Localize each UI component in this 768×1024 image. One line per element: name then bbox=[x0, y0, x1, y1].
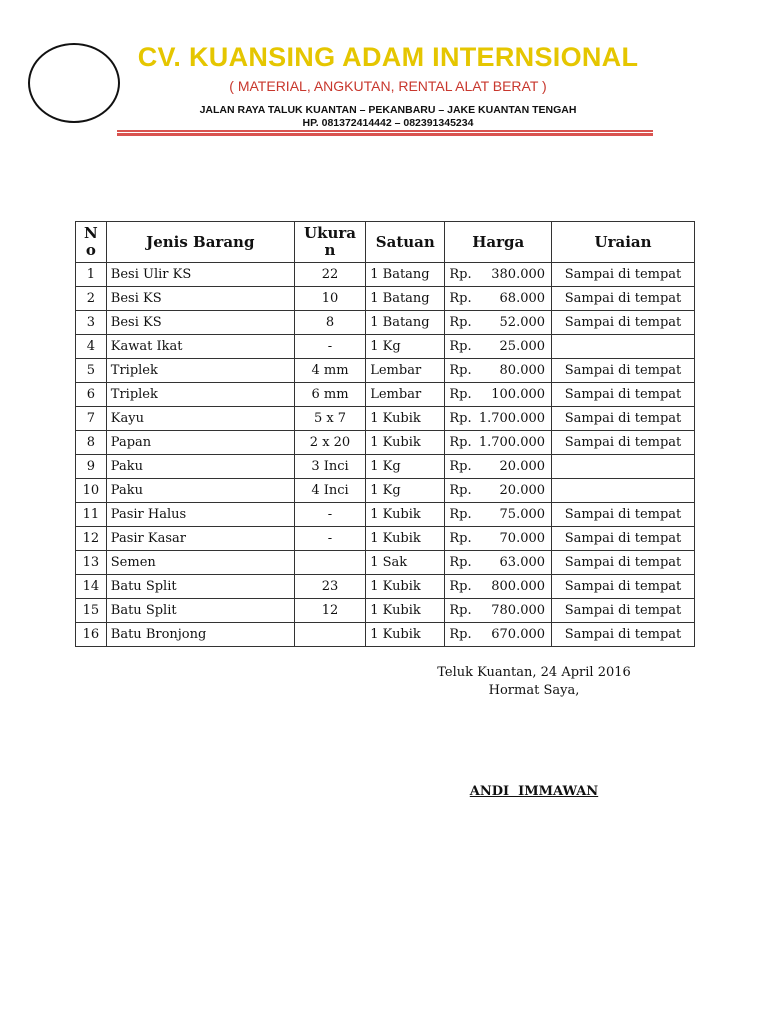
cell-description bbox=[552, 479, 695, 503]
cell-description bbox=[552, 455, 695, 479]
cell-item-name: Besi Ulir KS bbox=[106, 263, 294, 287]
price-amount: 63.000 bbox=[499, 554, 546, 570]
table-row bbox=[76, 599, 695, 623]
cell-price bbox=[445, 407, 552, 431]
table-row bbox=[76, 407, 695, 431]
currency-label: Rp. bbox=[449, 458, 472, 474]
table-row bbox=[76, 311, 695, 335]
cell-no: 13 bbox=[76, 551, 107, 575]
price-amount: 670.000 bbox=[491, 626, 546, 642]
cell-no: 4 bbox=[76, 335, 107, 359]
cell-price bbox=[445, 263, 552, 287]
cell-item-name: Paku bbox=[106, 455, 294, 479]
cell-description: Sampai di tempat bbox=[552, 551, 695, 575]
table-header-row bbox=[76, 222, 695, 263]
header-divider-thin bbox=[117, 130, 653, 132]
cell-no: 10 bbox=[76, 479, 107, 503]
table-row bbox=[76, 455, 695, 479]
table-row bbox=[76, 263, 695, 287]
cell-description: Sampai di tempat bbox=[552, 575, 695, 599]
cell-unit: 1 Batang bbox=[366, 263, 445, 287]
cell-size: 8 bbox=[294, 311, 365, 335]
cell-item-name: Paku bbox=[106, 479, 294, 503]
currency-label: Rp. bbox=[449, 506, 472, 522]
cell-item-name: Besi KS bbox=[106, 287, 294, 311]
table-row bbox=[76, 359, 695, 383]
cell-no: 3 bbox=[76, 311, 107, 335]
price-amount: 780.000 bbox=[491, 602, 546, 618]
cell-description: Sampai di tempat bbox=[552, 527, 695, 551]
price-amount: 75.000 bbox=[499, 506, 546, 522]
cell-description: Sampai di tempat bbox=[552, 407, 695, 431]
cell-item-name: Triplek bbox=[106, 383, 294, 407]
table-row bbox=[76, 479, 695, 503]
header-size: Ukura n bbox=[294, 222, 365, 263]
logo-placeholder bbox=[28, 43, 120, 123]
currency-label: Rp. bbox=[449, 554, 472, 570]
cell-description: Sampai di tempat bbox=[552, 311, 695, 335]
cell-size: 22 bbox=[294, 263, 365, 287]
cell-price bbox=[445, 479, 552, 503]
price-amount: 800.000 bbox=[491, 578, 546, 594]
cell-size: 23 bbox=[294, 575, 365, 599]
cell-size: - bbox=[294, 503, 365, 527]
cell-item-name: Batu Split bbox=[106, 575, 294, 599]
cell-description bbox=[552, 335, 695, 359]
cell-price bbox=[445, 503, 552, 527]
cell-item-name: Pasir Kasar bbox=[106, 527, 294, 551]
cell-size: 4 mm bbox=[294, 359, 365, 383]
currency-label: Rp. bbox=[449, 362, 472, 378]
company-phone: HP. 081372414442 – 082391345234 bbox=[302, 117, 474, 129]
cell-price bbox=[445, 575, 552, 599]
price-amount: 1.700.000 bbox=[478, 434, 546, 450]
table-row bbox=[76, 551, 695, 575]
header-divider-thick bbox=[117, 133, 653, 136]
price-amount: 52.000 bbox=[499, 314, 546, 330]
currency-label: Rp. bbox=[449, 434, 472, 450]
header-price: Harga bbox=[445, 222, 552, 263]
cell-unit: 1 Kubik bbox=[366, 503, 445, 527]
table-row bbox=[76, 383, 695, 407]
price-amount: 20.000 bbox=[499, 458, 546, 474]
cell-unit: 1 Kubik bbox=[366, 527, 445, 551]
currency-label: Rp. bbox=[449, 386, 472, 402]
cell-description: Sampai di tempat bbox=[552, 503, 695, 527]
cell-price bbox=[445, 383, 552, 407]
table-row bbox=[76, 623, 695, 647]
price-amount: 68.000 bbox=[499, 290, 546, 306]
cell-price bbox=[445, 335, 552, 359]
cell-size: 4 Inci bbox=[294, 479, 365, 503]
table-row bbox=[76, 431, 695, 455]
cell-price bbox=[445, 455, 552, 479]
cell-unit: 1 Kubik bbox=[366, 407, 445, 431]
cell-description: Sampai di tempat bbox=[552, 623, 695, 647]
price-amount: 70.000 bbox=[499, 530, 546, 546]
cell-item-name: Semen bbox=[106, 551, 294, 575]
cell-size: 12 bbox=[294, 599, 365, 623]
cell-item-name: Kayu bbox=[106, 407, 294, 431]
cell-item-name: Pasir Halus bbox=[106, 503, 294, 527]
cell-unit: 1 Kubik bbox=[366, 575, 445, 599]
cell-price bbox=[445, 551, 552, 575]
price-amount: 380.000 bbox=[491, 266, 546, 282]
cell-item-name: Batu Split bbox=[106, 599, 294, 623]
cell-no: 14 bbox=[76, 575, 107, 599]
cell-unit: 1 Batang bbox=[366, 311, 445, 335]
currency-label: Rp. bbox=[449, 578, 472, 594]
header-unit: Satuan bbox=[366, 222, 445, 263]
table-row bbox=[76, 527, 695, 551]
currency-label: Rp. bbox=[449, 266, 472, 282]
cell-no: 15 bbox=[76, 599, 107, 623]
header-item-name: Jenis Barang bbox=[106, 222, 294, 263]
cell-no: 7 bbox=[76, 407, 107, 431]
cell-description: Sampai di tempat bbox=[552, 359, 695, 383]
cell-size bbox=[294, 623, 365, 647]
cell-item-name: Triplek bbox=[106, 359, 294, 383]
signer-name: ANDI IMMAWAN bbox=[469, 784, 599, 799]
currency-label: Rp. bbox=[449, 626, 472, 642]
price-amount: 80.000 bbox=[499, 362, 546, 378]
cell-size: 2 x 20 bbox=[294, 431, 365, 455]
cell-no: 1 bbox=[76, 263, 107, 287]
table-row bbox=[76, 335, 695, 359]
table-row bbox=[76, 503, 695, 527]
cell-unit: 1 Kubik bbox=[366, 599, 445, 623]
cell-description: Sampai di tempat bbox=[552, 287, 695, 311]
cell-size: 3 Inci bbox=[294, 455, 365, 479]
closing-salutation: Hormat Saya, bbox=[488, 683, 580, 698]
cell-item-name: Besi KS bbox=[106, 311, 294, 335]
header-no: N o bbox=[76, 222, 107, 263]
cell-size: 5 x 7 bbox=[294, 407, 365, 431]
cell-unit: 1 Kg bbox=[366, 479, 445, 503]
cell-size: 6 mm bbox=[294, 383, 365, 407]
currency-label: Rp. bbox=[449, 290, 472, 306]
cell-unit: 1 Batang bbox=[366, 287, 445, 311]
table-row bbox=[76, 575, 695, 599]
company-address: JALAN RAYA TALUK KUANTAN – PEKANBARU – JAKE KUANTAN TENGAH bbox=[199, 104, 577, 116]
currency-label: Rp. bbox=[449, 410, 472, 426]
place-date: Teluk Kuantan, 24 April 2016 bbox=[437, 665, 631, 680]
cell-size bbox=[294, 551, 365, 575]
cell-unit: 1 Kg bbox=[366, 455, 445, 479]
price-amount: 1.700.000 bbox=[478, 410, 546, 426]
cell-item-name: Batu Bronjong bbox=[106, 623, 294, 647]
cell-no: 9 bbox=[76, 455, 107, 479]
cell-no: 5 bbox=[76, 359, 107, 383]
cell-unit: 1 Kubik bbox=[366, 623, 445, 647]
cell-unit: 1 Sak bbox=[366, 551, 445, 575]
company-tagline: ( MATERIAL, ANGKUTAN, RENTAL ALAT BERAT ) bbox=[229, 78, 547, 94]
cell-description: Sampai di tempat bbox=[552, 263, 695, 287]
cell-item-name: Papan bbox=[106, 431, 294, 455]
price-amount: 25.000 bbox=[499, 338, 546, 354]
currency-label: Rp. bbox=[449, 530, 472, 546]
cell-item-name: Kawat Ikat bbox=[106, 335, 294, 359]
cell-size: 10 bbox=[294, 287, 365, 311]
company-name: CV. KUANSING ADAM INTERNSIONAL bbox=[137, 42, 639, 72]
cell-no: 12 bbox=[76, 527, 107, 551]
currency-label: Rp. bbox=[449, 602, 472, 618]
cell-no: 8 bbox=[76, 431, 107, 455]
price-list-table bbox=[75, 221, 695, 647]
price-amount: 100.000 bbox=[491, 386, 546, 402]
cell-unit: Lembar bbox=[366, 383, 445, 407]
currency-label: Rp. bbox=[449, 482, 472, 498]
header-description: Uraian bbox=[552, 222, 695, 263]
cell-price bbox=[445, 431, 552, 455]
cell-description: Sampai di tempat bbox=[552, 599, 695, 623]
cell-no: 11 bbox=[76, 503, 107, 527]
currency-label: Rp. bbox=[449, 314, 472, 330]
table-row bbox=[76, 287, 695, 311]
cell-unit: 1 Kg bbox=[366, 335, 445, 359]
cell-no: 2 bbox=[76, 287, 107, 311]
cell-unit: Lembar bbox=[366, 359, 445, 383]
cell-size: - bbox=[294, 527, 365, 551]
cell-description: Sampai di tempat bbox=[552, 383, 695, 407]
cell-unit: 1 Kubik bbox=[366, 431, 445, 455]
currency-label: Rp. bbox=[449, 338, 472, 354]
cell-price bbox=[445, 311, 552, 335]
cell-price bbox=[445, 527, 552, 551]
cell-description: Sampai di tempat bbox=[552, 431, 695, 455]
cell-price bbox=[445, 623, 552, 647]
cell-price bbox=[445, 359, 552, 383]
price-amount: 20.000 bbox=[499, 482, 546, 498]
cell-no: 6 bbox=[76, 383, 107, 407]
cell-size: - bbox=[294, 335, 365, 359]
cell-no: 16 bbox=[76, 623, 107, 647]
cell-price bbox=[445, 599, 552, 623]
cell-price bbox=[445, 287, 552, 311]
